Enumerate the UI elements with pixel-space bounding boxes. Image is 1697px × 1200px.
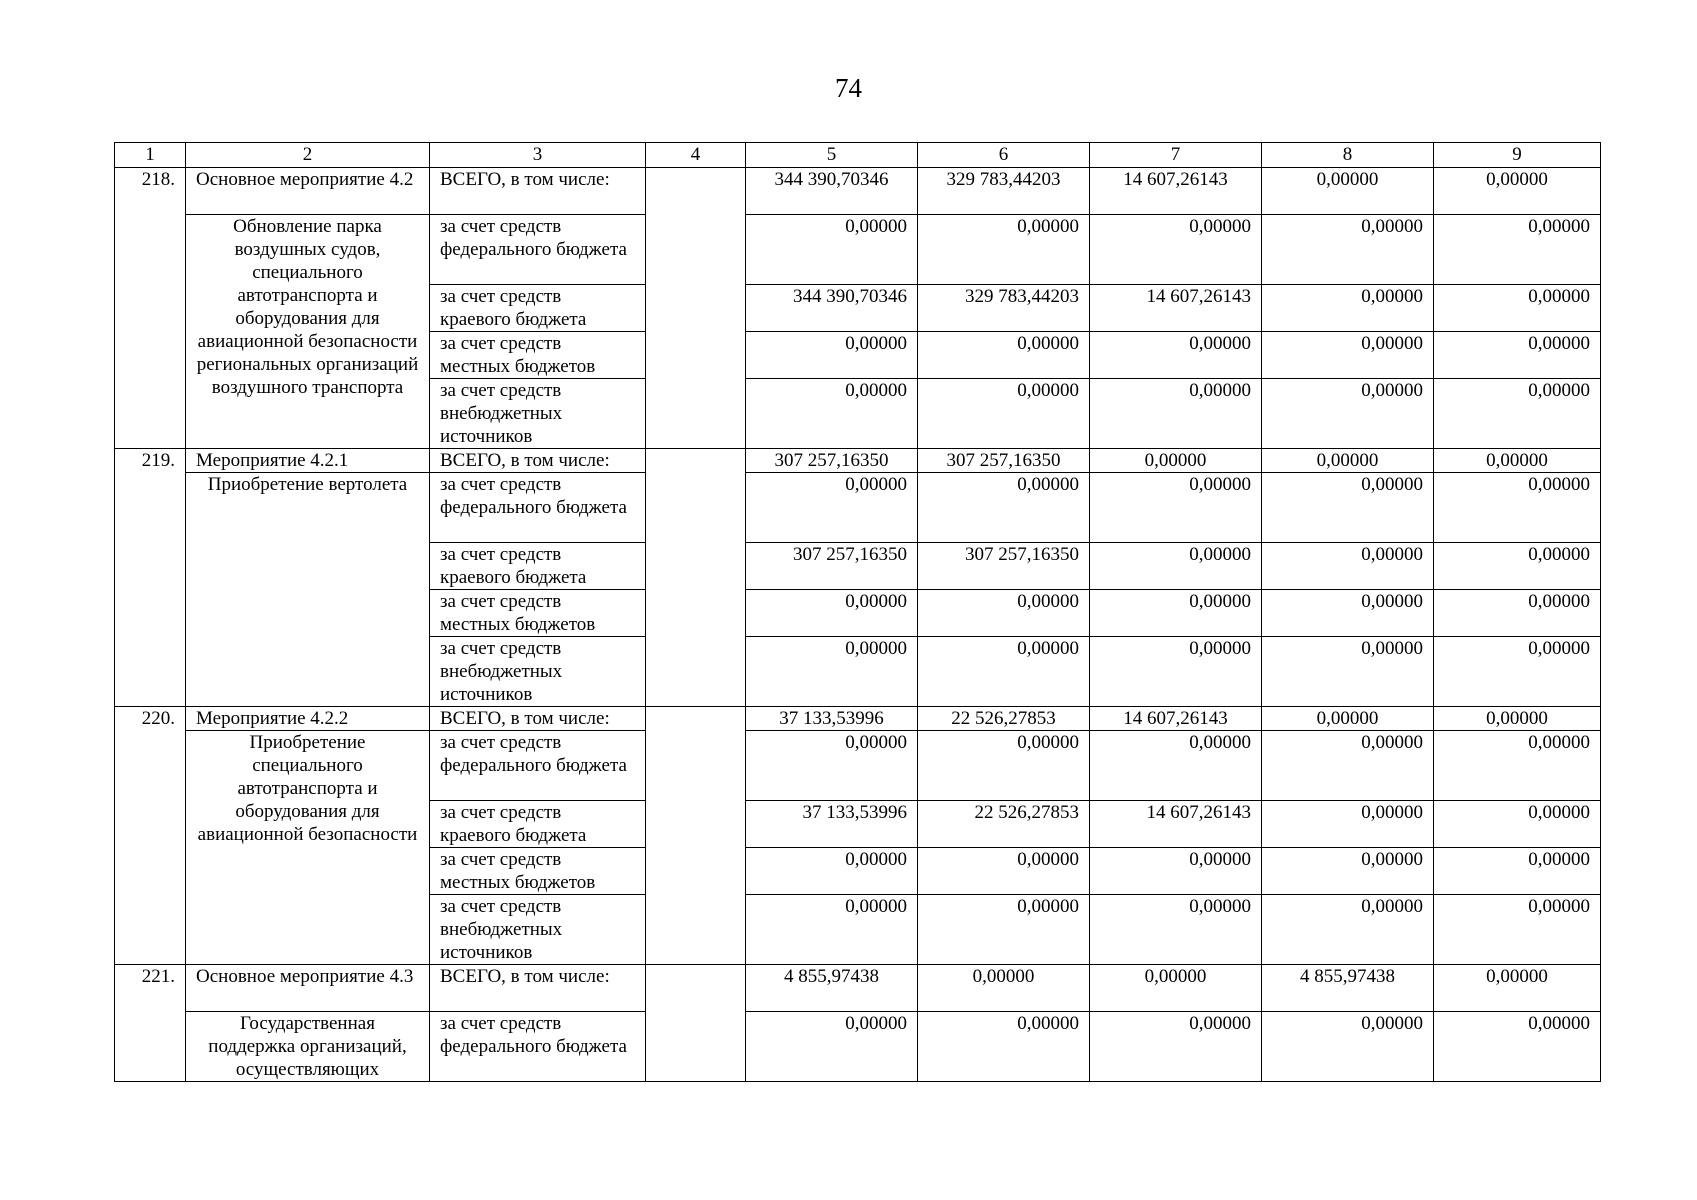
value-cell: 0,00000 (1090, 543, 1262, 590)
value-cell: 37 133,53996 (746, 707, 918, 731)
value-cell: 0,00000 (1262, 801, 1434, 848)
empty-cell (646, 707, 746, 965)
funding-source: за счет средств внебюджетных источников (430, 379, 646, 449)
value-cell: 0,00000 (746, 379, 918, 449)
funding-source: ВСЕГО, в том числе: (430, 965, 646, 1012)
value-cell: 0,00000 (746, 473, 918, 543)
value-cell: 307 257,16350 (918, 543, 1090, 590)
funding-source: за счет средств краевого бюджета (430, 285, 646, 332)
value-cell: 0,00000 (746, 637, 918, 707)
funding-source: за счет средств местных бюджетов (430, 332, 646, 379)
value-cell: 0,00000 (746, 332, 918, 379)
value-cell: 0,00000 (918, 473, 1090, 543)
value-cell: 0,00000 (1262, 848, 1434, 895)
column-number: 2 (186, 143, 430, 168)
column-number: 9 (1434, 143, 1601, 168)
value-cell: 329 783,44203 (918, 168, 1090, 215)
value-cell: 329 783,44203 (918, 285, 1090, 332)
value-cell: 14 607,26143 (1090, 801, 1262, 848)
value-cell: 0,00000 (1090, 731, 1262, 801)
table-row (115, 473, 1601, 543)
value-cell: 0,00000 (918, 895, 1090, 965)
value-cell: 14 607,26143 (1090, 707, 1262, 731)
value-cell: 0,00000 (1262, 285, 1434, 332)
value-cell: 0,00000 (1090, 379, 1262, 449)
funding-source: за счет средств федерального бюджета (430, 473, 646, 543)
value-cell: 0,00000 (1262, 637, 1434, 707)
row-number: 219. (115, 449, 186, 707)
funding-source: за счет средств местных бюджетов (430, 590, 646, 637)
page-number: 74 (835, 73, 862, 103)
value-cell: 0,00000 (918, 637, 1090, 707)
value-cell: 0,00000 (746, 731, 918, 801)
column-number: 5 (746, 143, 918, 168)
value-cell: 0,00000 (1090, 965, 1262, 1012)
value-cell: 0,00000 (1434, 285, 1601, 332)
value-cell: 0,00000 (1090, 848, 1262, 895)
budget-table (114, 142, 1601, 1082)
value-cell: 0,00000 (1090, 332, 1262, 379)
row-number: 221. (115, 965, 186, 1082)
value-cell: 0,00000 (918, 215, 1090, 285)
column-number-row (115, 143, 1601, 168)
funding-source: за счет средств федерального бюджета (430, 1012, 646, 1082)
activity-description: Приобретение вертолета (186, 473, 430, 707)
value-cell: 0,00000 (1434, 590, 1601, 637)
funding-source: за счет средств федерального бюджета (430, 215, 646, 285)
value-cell: 0,00000 (746, 895, 918, 965)
value-cell: 0,00000 (1262, 449, 1434, 473)
value-cell: 0,00000 (1090, 215, 1262, 285)
row-number: 220. (115, 707, 186, 965)
value-cell: 0,00000 (1090, 473, 1262, 543)
table-row (115, 731, 1601, 801)
value-cell: 0,00000 (1434, 473, 1601, 543)
value-cell: 0,00000 (1090, 590, 1262, 637)
value-cell: 4 855,97438 (1262, 965, 1434, 1012)
value-cell: 0,00000 (1434, 848, 1601, 895)
activity-name: Основное мероприятие 4.3 (186, 965, 430, 1012)
value-cell: 0,00000 (1090, 449, 1262, 473)
value-cell: 0,00000 (1262, 332, 1434, 379)
activity-description: Обновление парка воздушных судов, специального автотранспорта и оборудования для авиационной безопасности региональных организаций воздушного транспорта (186, 215, 430, 449)
value-cell: 0,00000 (1434, 637, 1601, 707)
value-cell: 22 526,27853 (918, 707, 1090, 731)
value-cell: 0,00000 (1262, 168, 1434, 215)
table-row (115, 215, 1601, 285)
value-cell: 0,00000 (1434, 449, 1601, 473)
value-cell: 0,00000 (1090, 637, 1262, 707)
value-cell: 0,00000 (918, 1012, 1090, 1082)
value-cell: 0,00000 (1262, 895, 1434, 965)
column-number: 7 (1090, 143, 1262, 168)
funding-source: за счет средств краевого бюджета (430, 543, 646, 590)
empty-cell (646, 965, 746, 1082)
value-cell: 307 257,16350 (918, 449, 1090, 473)
value-cell: 4 855,97438 (746, 965, 918, 1012)
value-cell: 14 607,26143 (1090, 285, 1262, 332)
value-cell: 0,00000 (918, 332, 1090, 379)
value-cell: 0,00000 (746, 215, 918, 285)
value-cell: 0,00000 (746, 848, 918, 895)
value-cell: 0,00000 (918, 965, 1090, 1012)
activity-name: Мероприятие 4.2.1 (186, 449, 430, 473)
value-cell: 307 257,16350 (746, 543, 918, 590)
column-number: 4 (646, 143, 746, 168)
value-cell: 344 390,70346 (746, 285, 918, 332)
table-row (115, 449, 1601, 473)
activity-description: Приобретение специального автотранспорта и оборудования для авиационной безопасности (186, 731, 430, 965)
value-cell: 0,00000 (1434, 731, 1601, 801)
funding-source: ВСЕГО, в том числе: (430, 168, 646, 215)
value-cell: 0,00000 (1434, 215, 1601, 285)
value-cell: 0,00000 (1262, 473, 1434, 543)
value-cell: 0,00000 (1434, 379, 1601, 449)
funding-source: ВСЕГО, в том числе: (430, 707, 646, 731)
value-cell: 0,00000 (918, 731, 1090, 801)
value-cell: 0,00000 (1434, 801, 1601, 848)
value-cell: 344 390,70346 (746, 168, 918, 215)
value-cell: 0,00000 (918, 590, 1090, 637)
activity-name: Мероприятие 4.2.2 (186, 707, 430, 731)
funding-source: за счет средств внебюджетных источников (430, 895, 646, 965)
value-cell: 307 257,16350 (746, 449, 918, 473)
value-cell: 14 607,26143 (1090, 168, 1262, 215)
value-cell: 0,00000 (1262, 543, 1434, 590)
table-row (115, 1012, 1601, 1082)
value-cell: 0,00000 (1262, 1012, 1434, 1082)
value-cell: 0,00000 (1434, 543, 1601, 590)
value-cell: 0,00000 (1090, 895, 1262, 965)
value-cell: 0,00000 (746, 1012, 918, 1082)
column-number: 1 (115, 143, 186, 168)
value-cell: 0,00000 (1434, 1012, 1601, 1082)
value-cell: 0,00000 (1434, 895, 1601, 965)
row-number: 218. (115, 168, 186, 449)
funding-source: ВСЕГО, в том числе: (430, 449, 646, 473)
funding-source: за счет средств местных бюджетов (430, 848, 646, 895)
value-cell: 0,00000 (1434, 168, 1601, 215)
value-cell: 0,00000 (1262, 215, 1434, 285)
activity-description: Государственная поддержка организаций, осуществляющих (186, 1012, 430, 1082)
column-number: 6 (918, 143, 1090, 168)
value-cell: 0,00000 (1434, 965, 1601, 1012)
value-cell: 0,00000 (918, 848, 1090, 895)
column-number: 8 (1262, 143, 1434, 168)
value-cell: 22 526,27853 (918, 801, 1090, 848)
empty-cell (646, 168, 746, 449)
value-cell: 0,00000 (746, 590, 918, 637)
column-number: 3 (430, 143, 646, 168)
empty-cell (646, 449, 746, 707)
value-cell: 0,00000 (1262, 707, 1434, 731)
value-cell: 0,00000 (918, 379, 1090, 449)
table-row (115, 965, 1601, 1012)
value-cell: 0,00000 (1434, 707, 1601, 731)
value-cell: 0,00000 (1262, 731, 1434, 801)
value-cell: 0,00000 (1262, 590, 1434, 637)
funding-source: за счет средств краевого бюджета (430, 801, 646, 848)
activity-name: Основное мероприятие 4.2 (186, 168, 430, 215)
funding-source: за счет средств внебюджетных источников (430, 637, 646, 707)
value-cell: 0,00000 (1262, 379, 1434, 449)
table-row (115, 707, 1601, 731)
value-cell: 0,00000 (1090, 1012, 1262, 1082)
value-cell: 37 133,53996 (746, 801, 918, 848)
funding-source: за счет средств федерального бюджета (430, 731, 646, 801)
table-row (115, 168, 1601, 215)
value-cell: 0,00000 (1434, 332, 1601, 379)
